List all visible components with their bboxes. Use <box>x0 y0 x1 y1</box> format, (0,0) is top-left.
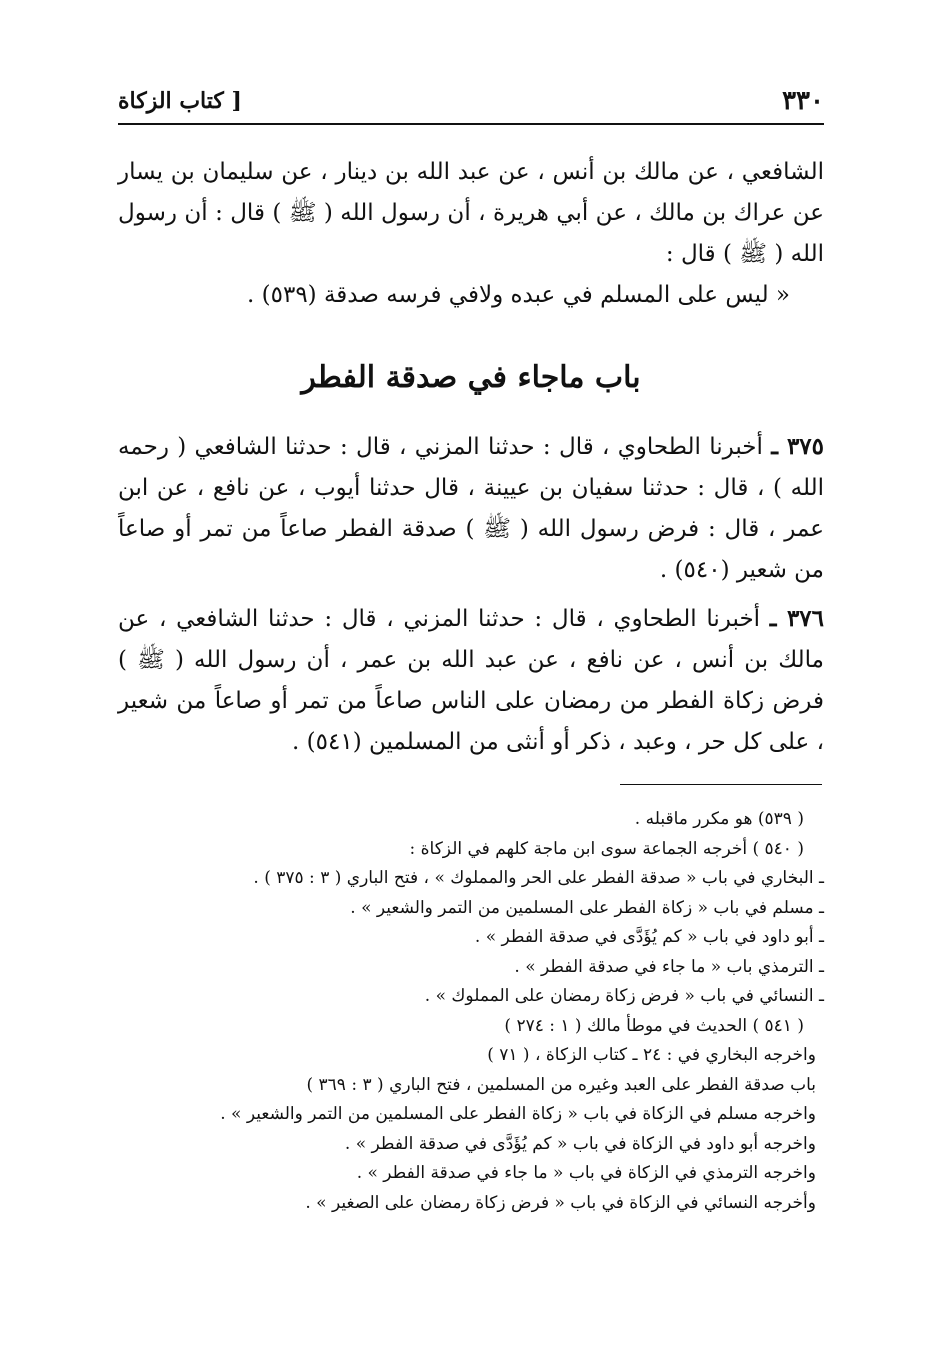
intro-text: الشافعي ، عن مالك بن أنس ، عن عبد الله بن دينار ، عن سليمان بن يسار عن عراك بن مالك ، عن أبي هريرة ، أن رسول الله ( ﷺ ) قال : أن رسول الله ( ﷺ ) قال : <box>118 159 824 267</box>
hadith-quote: « ليس على المسلم في عبده ولافي فرسه صدقة (٥٣٩) . <box>247 282 790 308</box>
hadith-376-text: أخبرنا الطحاوي ، قال : حدثنا المزني ، قال : حدثنا الشافعي ، عن مالك بن أنس ، عن نافع ، عن عبد الله بن عمر ، أن رسول الله ( ﷺ ) فرض زكاة الفطر من رمضان على الناس صاعاً من تمر أو صاعاً من شعير ، على كل حر ، وعبد ، ذكر أو أنثى من المسلمين (٥٤١) . <box>118 606 824 755</box>
header-rule <box>118 123 824 125</box>
footnote-539: ( ٥٣٩) هو مكرر ماقبله . <box>634 809 804 829</box>
footnote-line: واخرجه مسلم في الزكاة في باب « زكاة الفطر على المسلمين من التمر والشعير » . <box>220 1104 816 1124</box>
footnote-line: ـ أبو داود في باب « كم يُؤَدَّى في صدقة الفطر » . <box>474 927 824 947</box>
hadith-375-text: أخبرنا الطحاوي ، قال : حدثنا المزني ، قال : حدثنا الشافعي ( رحمه الله ) ، قال : حدثنا سفيان بن عيينة ، قال حدثنا أيوب ، عن نافع ، عن ابن عمر ، قال : فرض رسول الله ( ﷺ ) صدقة الفطر صاعاً من تمر أو صاعاً من شعير (٥٤٠) . <box>118 434 824 583</box>
running-title: [ كتاب الزكاة <box>118 88 242 114</box>
hadith-376-paragraph <box>118 598 824 763</box>
footnote-540: ( ٥٤٠ ) أخرجه الجماعة سوى ابن ماجة كلهم في الزكاة : <box>409 838 804 859</box>
footnote-line: واخرجه الترمذي في الزكاة في باب « ما جاء في صدقة الفطر » . <box>356 1163 816 1183</box>
page-header <box>118 82 824 122</box>
hadith-375-number: ٣٧٥ ـ <box>771 433 824 460</box>
footnote-line: ـ الترمذي باب « ما جاء في صدقة الفطر » . <box>514 956 824 977</box>
page-number: ٣٣٠ <box>782 86 824 116</box>
intro-paragraph <box>118 152 824 316</box>
footnote-541: ( ٥٤١ ) الحديث في موطأ مالك ( ١ : ٢٧٤ ) <box>504 1015 804 1036</box>
chapter-heading: باب ماجاء في صدقة الفطر <box>301 360 641 395</box>
footnote-line: وأخرجه النسائي في الزكاة في باب « فرض زكاة رمضان على الصغير » . <box>305 1192 816 1213</box>
footnote-line: ـ البخاري في باب « صدقة الفطر على الحر والمملوك » ، فتح الباري ( ٣ : ٣٧٥ ) . <box>253 868 824 888</box>
hadith-375-paragraph <box>118 426 824 591</box>
footnote-line: واخرجه البخاري في : ٢٤ ـ كتاب الزكاة ، ( ٧١ ) <box>487 1045 816 1065</box>
footnote-line: واخرجه أبو داود في الزكاة في باب « كم يُؤَدَّى في صدقة الفطر » . <box>344 1133 816 1154</box>
footnote-line: ـ النسائي في باب « فرض زكاة رمضان على المملوك » . <box>424 986 824 1006</box>
footnote-line: باب صدقة الفطر على العبد وغيره من المسلمين ، فتح الباري ( ٣ : ٣٦٩ ) <box>306 1074 816 1095</box>
footnotes <box>118 805 824 1218</box>
footnote-line: ـ مسلم في باب « زكاة الفطر على المسلمين من التمر والشعير » . <box>350 897 824 918</box>
footnote-separator <box>620 784 822 785</box>
hadith-376-number: ٣٧٦ ـ <box>769 605 824 632</box>
